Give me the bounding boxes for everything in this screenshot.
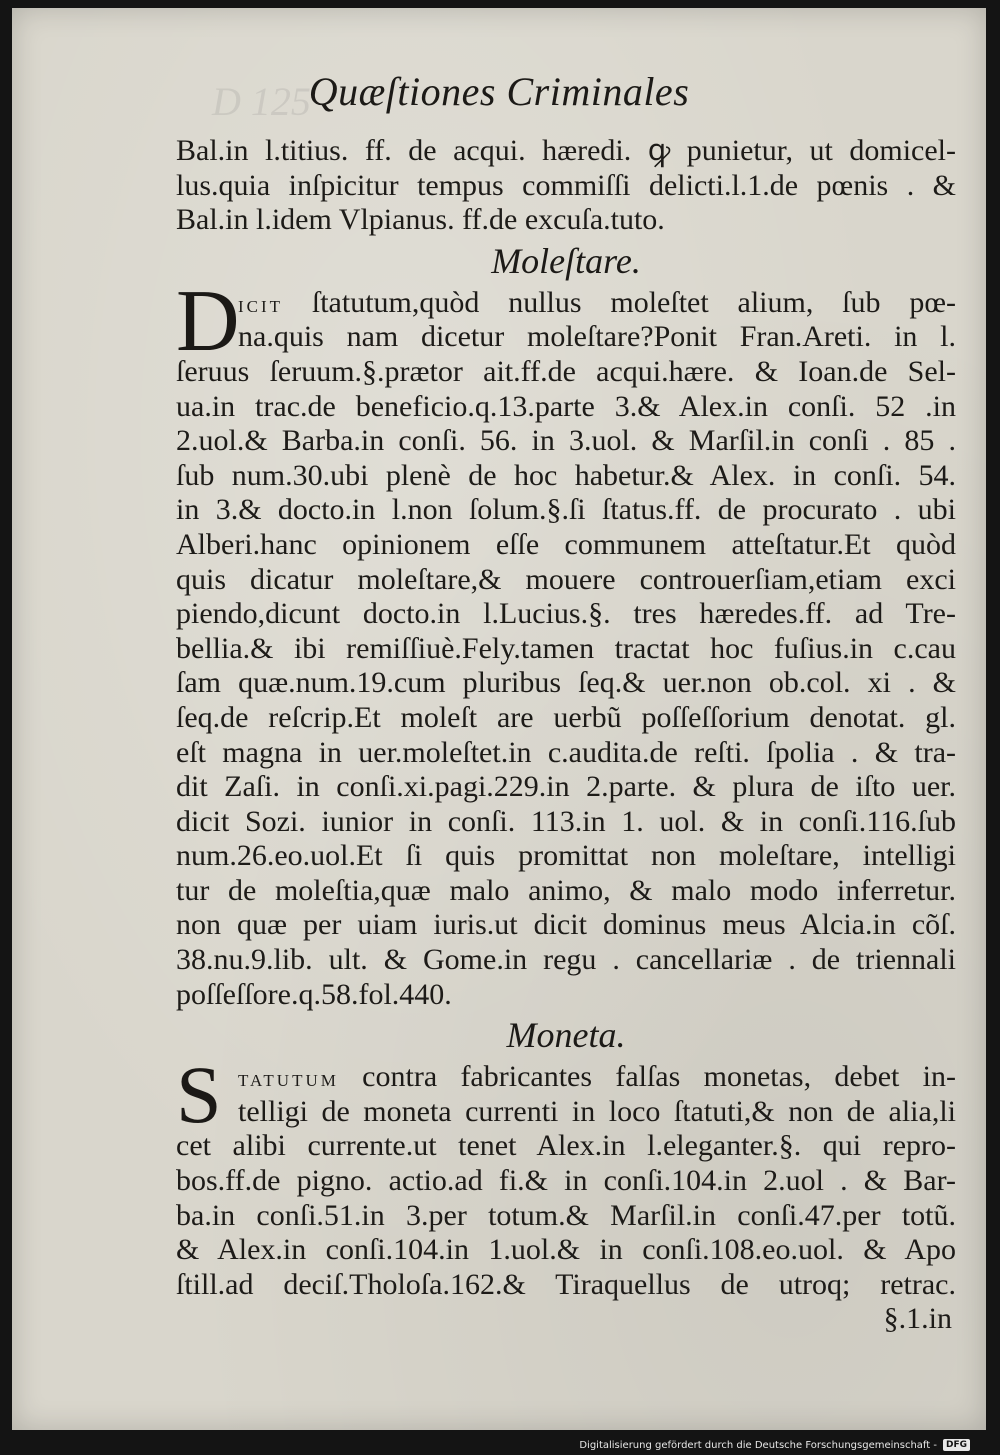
opening-paragraph	[176, 134, 956, 238]
text-line: ſub num.30.ubi plenè de hoc habetur.& Alex. in conſi. 54.	[176, 458, 956, 492]
text-line: num.26.eo.uol.Et ſi quis promittat non moleſtare, intelligi	[176, 839, 956, 873]
text-line	[176, 286, 956, 321]
first-word: icit	[238, 291, 284, 318]
dfg-logo-icon: DFG	[943, 1439, 970, 1451]
section-heading-molestare: Moleſtare.	[491, 240, 641, 281]
book-page	[12, 8, 986, 1430]
text-line: cet alibi currente.ut tenet Alex.in l.eleganter.§. qui repro-	[176, 1129, 956, 1163]
paragraph-molestare	[176, 272, 956, 1012]
text-line: ua.in trac.de beneficio.q.13.parte 3.& Alex.in conſi. 52 .in	[176, 389, 956, 423]
digitization-footer	[579, 1439, 970, 1451]
text-line: ſeruus ſeruum.§.prætor ait.ff.de acqui.hære. & Ioan.de Sel-	[176, 354, 956, 388]
text-line: poſſeſſore.q.58.fol.440.	[176, 977, 452, 1011]
text-line: non quæ per uiam iuris.ut dicit dominus meus Alcia.in cõſ.	[176, 908, 956, 942]
text-line: & Alex.in conſi.104.in 1.uol.& in conſi.108.eo.uol. & Apo	[176, 1233, 956, 1267]
text-line: ſeq.de reſcrip.Et moleſt are uerbũ poſſeſſorium denotat. gl.	[176, 700, 956, 734]
footer-credit: Digitalisierung gefördert durch die Deutsche Forschungsgemeinschaft -	[579, 1439, 937, 1451]
text-line: in 3.& docto.in l.non ſolum.§.ſi ſtatus.ff. de procurato . ubi	[176, 493, 956, 527]
drop-cap-initial: D	[176, 272, 240, 370]
text-line: Alberi.hanc opinionem eſſe communem atteſtatur.Et quòd	[176, 527, 956, 561]
drop-cap-initial: S	[176, 1049, 222, 1141]
text-line: dit Zaſi. in conſi.xi.pagi.229.in 2.parte. & plura de iſto uer.	[176, 770, 956, 804]
first-word: tatutum	[238, 1066, 339, 1093]
text-line	[176, 1060, 956, 1095]
text-line: telligi de moneta currenti in loco ſtatuti,& non de alia,li	[238, 1094, 956, 1128]
text-block	[176, 134, 956, 1336]
running-head: Quæſtiones Criminales	[308, 69, 690, 114]
text-line: dicit Sozi. iunior in conſi. 113.in 1. uol. & in conſi.116.ſub	[176, 804, 956, 838]
text-line: bos.ff.de pigno. actio.ad fi.& in conſi.104.in 2.uol . & Bar-	[176, 1164, 956, 1198]
text-line: ſam quæ.num.19.cum pluribus ſeq.& uer.non ob.col. xi . &	[176, 666, 956, 700]
text-line: tur de moleſtia,quæ malo animo, & malo modo inferretur.	[176, 873, 956, 907]
text-line: eſt magna in uer.moleſtet.in c.audita.de reſti. ſpolia . & tra-	[176, 735, 956, 769]
first-line-text: contra fabricantes falſas monetas, debet in-	[362, 1060, 956, 1094]
text-line: quis dicatur moleſtare,& mouere controuerſiam,etiam exci	[176, 562, 956, 596]
text-line: 38.nu.9.lib. ult. & Gome.in regu . cancellariæ . de triennali	[176, 943, 956, 977]
text-line: Bal.in l.idem Vlpianus. ff.de excuſa.tuto.	[176, 203, 665, 237]
text-line: piendo,dicunt docto.in l.Lucius.§. tres hæredes.ff. ad Tre-	[176, 597, 956, 631]
text-line: na.quis nam dicetur moleſtare?Ponit Fran.Areti. in l.	[238, 320, 956, 354]
text-line: lus.quia inſpicitur tempus commiſſi delicti.l.1.de pœnis . &	[176, 168, 956, 202]
catchword: §.1.in	[883, 1302, 952, 1336]
text-line: 2.uol.& Barba.in conſi. 56. in 3.uol. & Marſil.in conſi . 85 .	[176, 424, 956, 458]
section-heading-moneta: Moneta.	[506, 1015, 626, 1056]
text-line: ſtill.ad deciſ.Tholoſa.162.& Tiraquellus de utroq; retrac.	[176, 1267, 956, 1301]
bleed-through-text: D 125	[212, 79, 311, 124]
paragraph-moneta	[176, 1049, 956, 1302]
text-line: ba.in conſi.51.in 3.per totum.& Marſil.in conſi.47.per totũ.	[176, 1198, 956, 1232]
text-line: bellia.& ibi remiſſiuè.Fely.tamen tractat hoc fuſius.in c.cau	[176, 631, 956, 665]
first-line-text: ſtatutum,quòd nullus moleſtet alium, ſub pœ-	[311, 285, 956, 319]
text-line: Bal.in l.titius. ff. de acqui. hæredi. ꝙ punietur, ut domicel-	[176, 134, 956, 167]
